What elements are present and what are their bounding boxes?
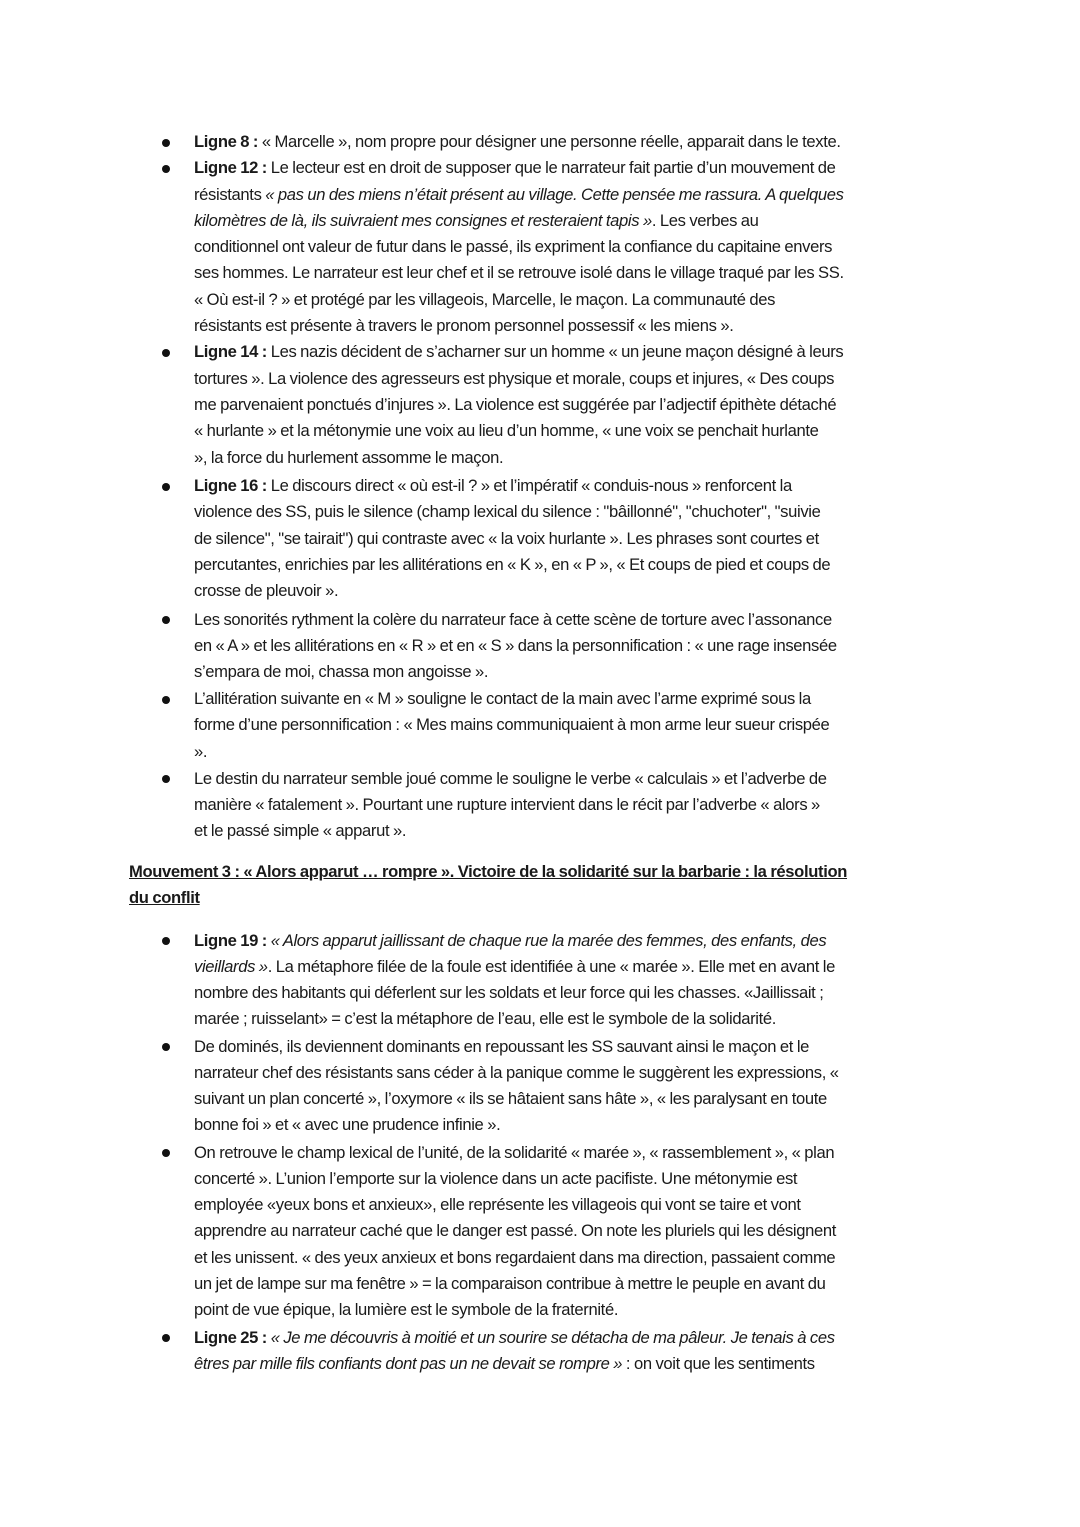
bullet-icon [162,937,170,945]
text-run: employée «yeux bons et anxieux», elle représente les villageois qui vont se taire et vont [194,1195,801,1215]
text-line [194,818,1080,844]
text-run: Les sonorités rythment la colère du narrateur face à cette scène de torture avec l’assonance [194,609,832,629]
text-line [194,633,1080,659]
text-run: : on voit que les sentiments [622,1353,815,1373]
list-item [0,1325,1080,1378]
text-run: forme d’une personnification : « Mes mains communiquaient à mon arme leur sueur crispée [194,715,830,735]
list-item [0,928,1080,1033]
text-run: apprendre au narrateur caché que le danger est passé. On note les pluriels qui les désignent [194,1221,837,1241]
text-line [194,928,1080,954]
bullet-icon [162,165,170,173]
text-run: L’allitération suivante en « M » souligne le contact de la main avec l’arme exprimé sous la [194,689,811,708]
text-line [194,578,1080,604]
text-line [194,182,1080,208]
quotation: « pas un des miens n’était présent au village. Cette pensée me rassura. A quelques [265,184,844,204]
line-label: Ligne 19 : [194,930,267,950]
text-run: me parvenaient ponctués d’injures ». La violence est suggérée par l’adjectif épithète détaché [194,394,837,414]
text-line [194,499,1080,525]
text-run: crosse de pleuvoir ». [194,581,339,601]
text-line [194,1060,1080,1086]
text-line [194,1325,1080,1351]
text-run: en « A » et les allitérations en « R » et en « S » dans la personnification : « une rage insensée [194,635,837,655]
text-line [194,392,1080,418]
text-line [194,739,1080,765]
text-run: s’empara de moi, chassa mon angoisse ». [194,662,489,682]
list-item [0,686,1080,765]
text-run: . Les verbes au [651,210,759,230]
text-line [194,980,1080,1006]
text-run: bonne foi » et « avec une prudence infinie ». [194,1115,501,1135]
text-run: « hurlante » et la métonymie une voix au lieu d’un homme, « une voix se penchait hurlante [194,421,819,441]
bullet-icon [162,1149,170,1157]
text-line [194,659,1080,685]
text-run: narrateur chef des résistants sans céder à la panique comme le suggèrent les expressions, « [194,1062,839,1082]
quotation: êtres par mille fils confiants dont pas un ne devait se rompre » [194,1353,623,1373]
text-line [194,155,1080,181]
line-label: Ligne 12 : [194,158,267,178]
text-run: Le lecteur est en droit de supposer que le narrateur fait partie d’un mouvement de [266,158,836,178]
text-line [194,954,1080,980]
bullet-icon [162,775,170,783]
text-line [194,418,1080,444]
text-run: suivant un plan concerté », l’oxymore « ils se hâtaient sans hâte », « les paralysant en toute [194,1089,827,1109]
text-line [194,129,1080,155]
text-run: Le destin du narrateur semble joué comme le souligne le verbe « calculais » et l’adverbe de [194,768,827,788]
text-line [194,766,1080,792]
quotation: « Alors apparut jaillissant de chaque rue la marée des femmes, des enfants, des [270,930,827,950]
text-run: résistants est présente à travers le pronom personnel possessif « les miens ». [194,316,734,336]
line-label: Ligne 16 : [194,476,267,495]
text-line [194,686,1080,712]
text-line [194,1271,1080,1297]
text-run: On retrouve le champ lexical de l’unité, de la solidarité « marée », « rassemblement », « plan [194,1142,835,1162]
list-item [0,1034,1080,1139]
text-run: concerté ». L’union l’emporte sur la violence dans un acte pacifiste. Une métonymie est [194,1168,798,1188]
bullet-icon [162,483,170,491]
text-line [194,1192,1080,1218]
text-run: conditionnel ont valeur de futur dans le passé, ils expriment la confiance du capitaine envers [194,237,833,257]
text-run: », la force du hurlement assomme le maçon. [194,447,504,467]
text-run: « Marcelle », nom propre pour désigner une personne réelle, apparait dans le texte. [258,132,841,151]
text-line [194,552,1080,578]
text-line [194,1086,1080,1112]
bullet-icon [162,1043,170,1051]
text-run: résistants [194,184,266,204]
text-line [194,208,1080,234]
line-label: Ligne 8 : [194,132,259,151]
text-line [194,313,1080,339]
text-run: De dominés, ils deviennent dominants en repoussant les SS sauvant ainsi le maçon et le [194,1036,810,1056]
text-run: Les nazis décident de s’acharner sur un homme « un jeune maçon désigné à leurs [266,342,844,362]
text-run: un jet de lampe sur ma fenêtre » = la comparaison contribue à mettre le peuple en avant du [194,1273,826,1293]
bullet-icon [162,616,170,624]
text-line [194,287,1080,313]
text-run: ses hommes. Le narrateur est leur chef et il se retrouve isolé dans le village traqué par les SS. [194,263,844,283]
text-line [194,1006,1080,1032]
text-line [194,473,1080,499]
text-line [194,234,1080,260]
list-item [0,766,1080,845]
heading-line: Mouvement 3 : « Alors apparut … rompre ». Victoire de la solidarité sur la barbarie : la résolution [129,862,848,881]
text-run: point de vue épique, la lumière est le symbole de la fraternité. [194,1300,619,1320]
text-line [194,526,1080,552]
text-line [194,1140,1080,1166]
text-run: violence des SS, puis le silence (champ lexical du silence : "bâillonné", "chuchoter", "suivie [194,502,821,522]
line-label: Ligne 25 : [194,1327,267,1347]
bullet-icon [162,696,170,704]
text-run: nombre des habitants qui déferlent sur les soldats et leur force qui les chasses. «Jaillissait ; [194,983,824,1003]
text-run: Le discours direct « où est-il ? » et l’impératif « conduis-nous » renforcent la [266,476,792,495]
text-run: . La métaphore filée de la foule est identifiée à une « marée ». Elle met en avant le [267,956,836,976]
quotation: « Je me découvris à moitié et un sourire se détacha de ma pâleur. Je tenais à ces [270,1327,835,1347]
list-item [0,473,1080,604]
text-line [194,1112,1080,1138]
text-run: tortures ». La violence des agresseurs est physique et morale, coups et injures, « Des coups [194,368,835,388]
text-run: marée ; ruisselant» = c’est la métaphore de l’eau, elle est le symbole de la solidarité. [194,1009,776,1029]
section-heading-movement-3 [129,859,847,912]
text-line [194,1351,1080,1377]
bullet-icon [162,349,170,357]
text-line [194,339,1080,365]
text-line [194,260,1080,286]
text-run: et les unissent. « des yeux anxieux et bons regardaient dans ma direction, passaient comme [194,1247,836,1267]
text-run: et le passé simple « apparut ». [194,821,407,841]
line-label: Ligne 14 : [194,342,267,362]
text-line [194,792,1080,818]
list-item [0,607,1080,686]
text-line [194,445,1080,471]
text-line [194,1218,1080,1244]
text-line [194,1166,1080,1192]
text-line [194,1297,1080,1323]
text-line [194,712,1080,738]
heading-line: du conflit [129,888,200,908]
list-item [0,129,1080,155]
list-item [0,1140,1080,1324]
text-line [194,366,1080,392]
list-item [0,155,1080,339]
text-run: manière « fatalement ». Pourtant une rupture intervient dans le récit par l’adverbe « alors » [194,794,820,814]
quotation: kilomètres de là, ils suivraient mes consignes et resteraient tapis » [194,210,652,230]
quotation: vieillards » [194,956,268,976]
text-run: ». [194,741,208,761]
text-run: de silence", "se tairait") qui contraste avec « la voix hurlante ». Les phrases sont courtes et [194,528,819,548]
text-run: « Où est-il ? » et protégé par les villageois, Marcelle, le maçon. La communauté des [194,289,776,309]
text-line [194,1034,1080,1060]
list-item [0,339,1080,470]
text-line [194,1245,1080,1271]
bullet-icon [162,139,170,147]
bullet-icon [162,1334,170,1342]
text-run: percutantes, enrichies par les allitérations en « K », en « P », « Et coups de pied et coups de [194,554,831,574]
text-line [194,607,1080,633]
